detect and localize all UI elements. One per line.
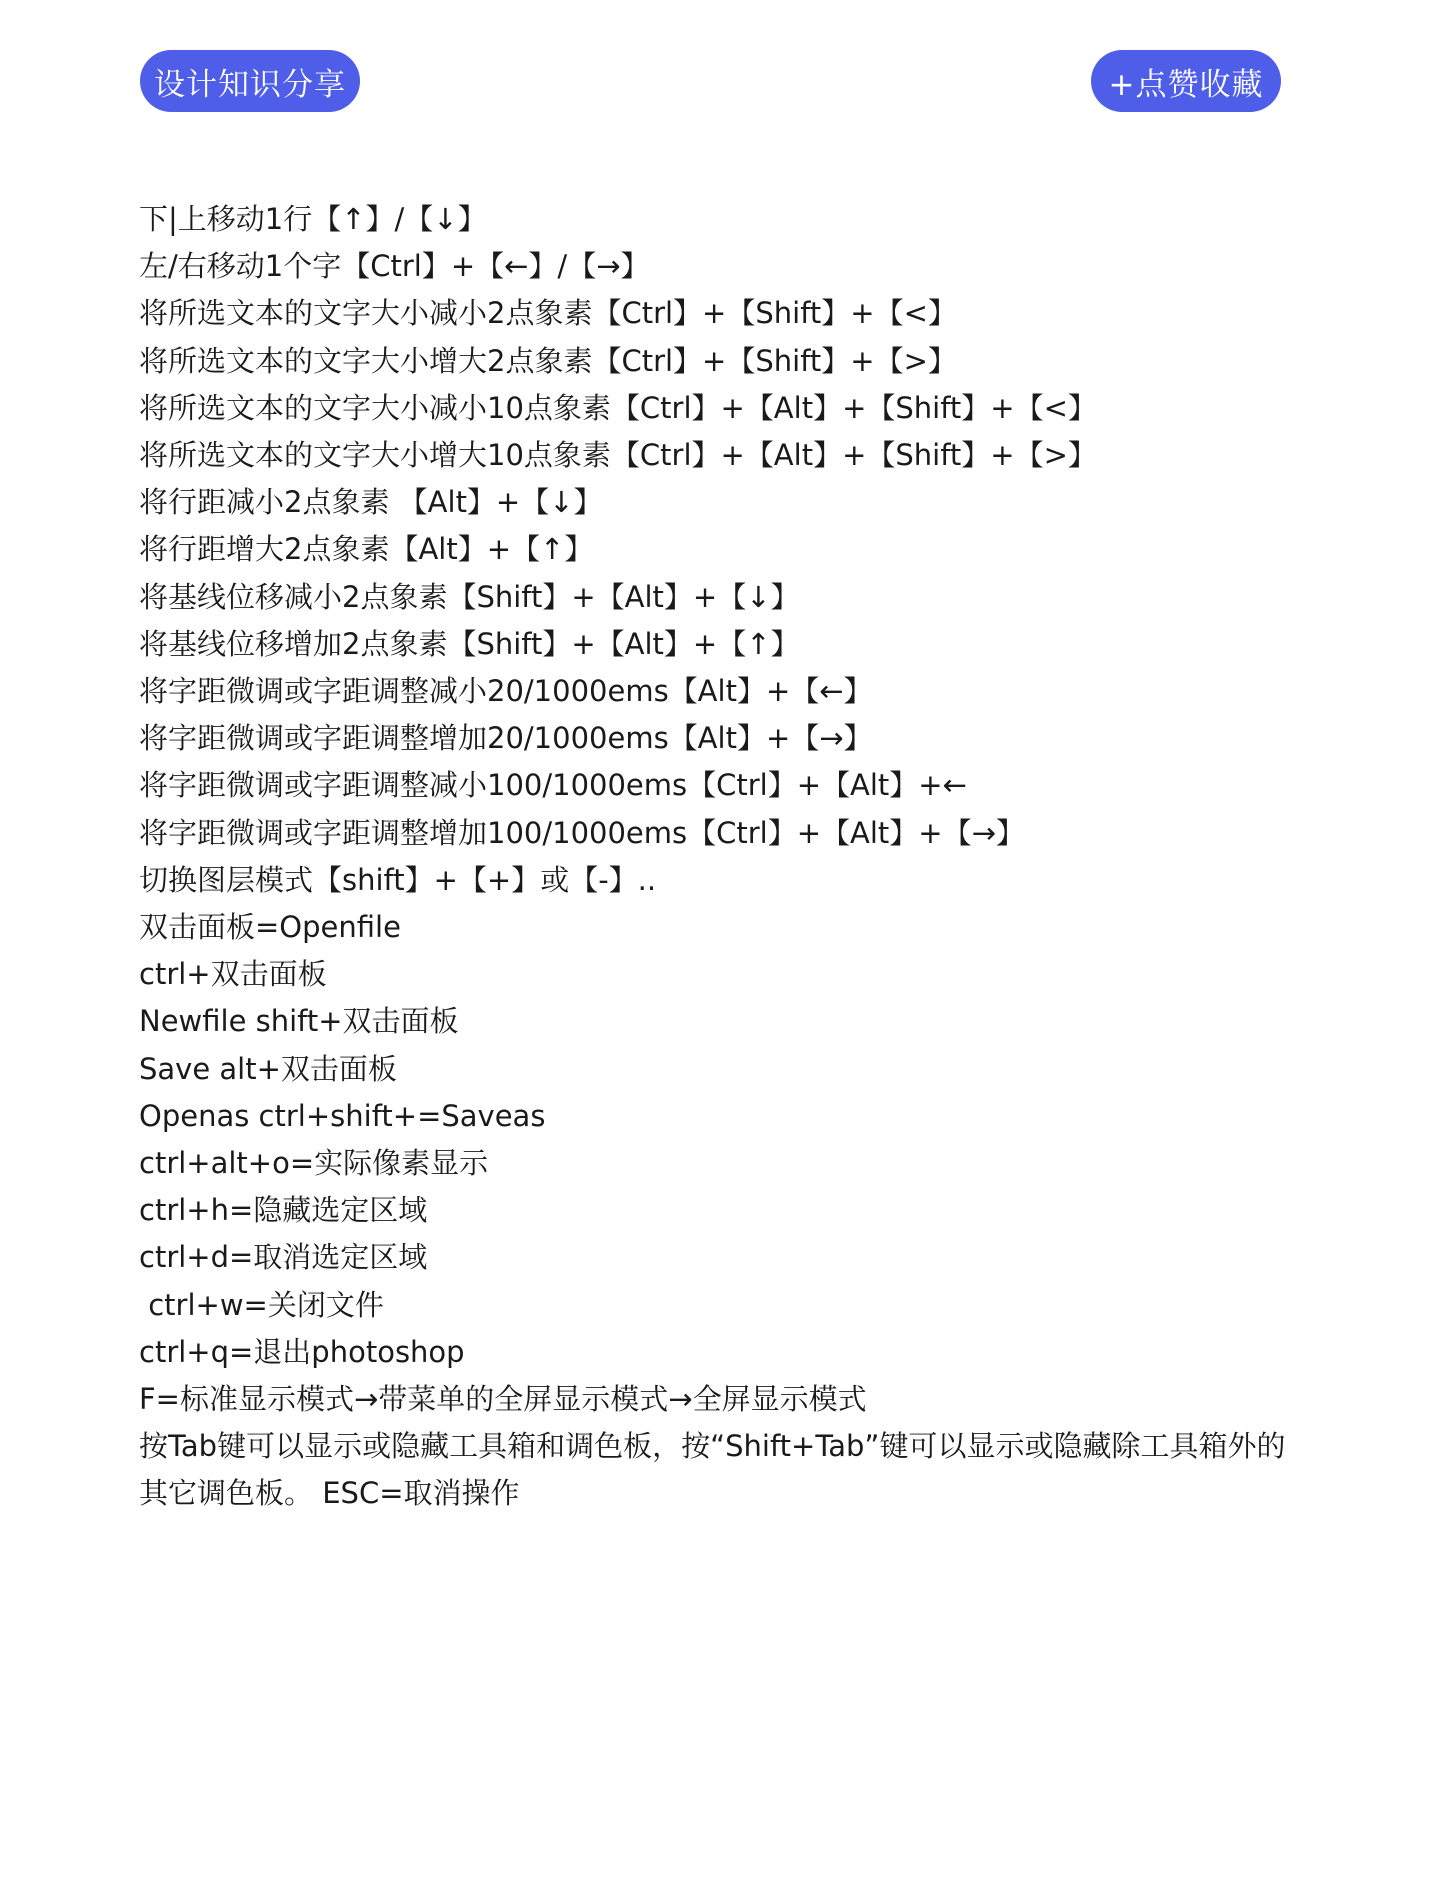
shortcut-line: Newfile shift+双击面板 — [139, 1004, 459, 1039]
shortcut-line: 将所选文本的文字大小减小2点象素【Ctrl】+【Shift】+【<】 — [139, 296, 957, 331]
like-favorite-button[interactable] — [1091, 50, 1281, 112]
shortcut-line: 将所选文本的文字大小增大2点象素【Ctrl】+【Shift】+【>】 — [139, 343, 957, 378]
shortcut-line: 将基线位移增加2点象素【Shift】+【Alt】+【↑】 — [139, 626, 800, 661]
shortcut-line: ctrl+d=取消选定区域 — [139, 1240, 428, 1275]
design-knowledge-badge-label: 设计知识分享 — [154, 66, 346, 103]
shortcut-line: Save alt+双击面板 — [139, 1051, 397, 1086]
shortcut-line: 将字距微调或字距调整减小100/1000ems【Ctrl】+【Alt】+← — [139, 768, 967, 803]
shortcut-line: ctrl+双击面板 — [139, 957, 327, 992]
shortcut-line: 将所选文本的文字大小减小10点象素【Ctrl】+【Alt】+【Shift】+【<】 — [139, 390, 1097, 425]
shortcut-line: Openas ctrl+shift+=Saveas — [139, 1098, 546, 1133]
shortcut-line: 将所选文本的文字大小增大10点象素【Ctrl】+【Alt】+【Shift】+【>】 — [139, 438, 1097, 473]
shortcut-line: ctrl+h=隐藏选定区域 — [139, 1193, 428, 1228]
shortcut-line: 双击面板=Openfile — [139, 910, 401, 945]
shortcut-line: 将行距增大2点象素【Alt】+【↑】 — [139, 532, 594, 567]
shortcut-line: 下|上移动1行【↑】/【↓】 — [139, 202, 487, 236]
shortcut-list — [139, 196, 1309, 1518]
shortcut-line: 将字距微调或字距调整增加20/1000ems【Alt】+【→】 — [139, 721, 873, 756]
shortcut-line: F=标准显示模式→带菜单的全屏显示模式→全屏显示模式 — [139, 1382, 867, 1417]
shortcut-line: 将字距微调或字距调整减小20/1000ems【Alt】+【←】 — [139, 674, 873, 709]
shortcut-line: 按Tab键可以显示或隐藏工具箱和调色板，按“Shift+Tab”键可以显示或隐藏除工具箱外的其它调色板。 ESC=取消操作 — [139, 1429, 1286, 1511]
shortcut-line: ctrl+w=关闭文件 — [139, 1287, 384, 1322]
design-knowledge-badge[interactable] — [140, 50, 360, 112]
shortcut-line: 将字距微调或字距调整增加100/1000ems【Ctrl】+【Alt】+【→】 — [139, 815, 1025, 850]
shortcut-line: ctrl+q=退出photoshop — [139, 1334, 465, 1369]
shortcut-line: 将基线位移减小2点象素【Shift】+【Alt】+【↓】 — [139, 579, 800, 614]
shortcut-line: 切换图层模式【shift】+【+】或【-】.. — [139, 862, 657, 897]
shortcut-line: 左/右移动1个字【Ctrl】+【←】/【→】 — [139, 249, 650, 284]
like-favorite-button-label: +点赞收藏 — [1108, 66, 1264, 103]
shortcut-line: ctrl+alt+o=实际像素显示 — [139, 1146, 489, 1181]
shortcut-line: 将行距减小2点象素 【Alt】+【↓】 — [139, 485, 603, 520]
